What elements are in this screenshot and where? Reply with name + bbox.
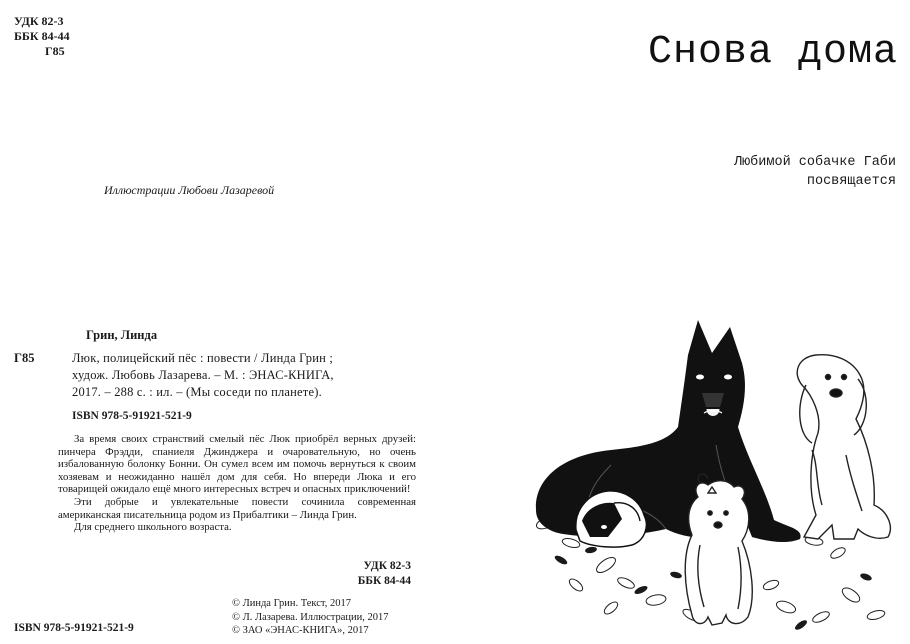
udk-code: УДК 82-3 [363, 560, 411, 572]
copyright-line: © ЗАО «ЭНАС-КНИГА», 2017 [232, 625, 369, 636]
copyright-line: © Линда Грин. Текст, 2017 [232, 598, 351, 609]
classification-codes-top [14, 14, 70, 59]
copyright-line: © Л. Лазарева. Иллюстрации, 2017 [232, 611, 389, 623]
biblio-line: 2017. – 288 с. : ил. – (Мы соседи по планете). [72, 385, 322, 399]
udk-code: УДК 82-3 [14, 14, 64, 28]
copyright-block [232, 597, 389, 638]
age-rating: Для среднего школьного возраста. [74, 521, 232, 534]
bbk-code: ББК 84-44 [357, 575, 411, 587]
author-mark-entry: Г85 [14, 351, 35, 365]
classification-codes-bottom [358, 559, 411, 589]
spaniel-dog [797, 355, 890, 539]
isbn-bottom: ISBN 978-5-91921-521-9 [14, 622, 134, 634]
book-title: Снова дома [647, 30, 898, 75]
isbn: ISBN 978-5-91921-521-9 [72, 410, 192, 422]
annotation-paragraph: Эти добрые и увлекательные повести сочинила современная американская писательница родом из Прибалтики – Линда Грин. [58, 495, 416, 521]
biblio-line: Люк, полицейский пёс : повести / Линда Грин ; [72, 351, 334, 365]
biblio-line: худож. Любовь Лазарева. – М. : ЭНАС-КНИГА, [72, 368, 334, 382]
dedication [734, 153, 896, 191]
annotation [58, 433, 416, 534]
bbk-code: ББК 84-44 [14, 29, 70, 43]
illustrator-credit: Иллюстрации Любови Лазаревой [104, 183, 275, 197]
annotation-paragraph: За время своих странствий смелый пёс Люк приобрёл верных друзей: пинчера Фрэдди, спаниеля Джинджера и очаровательную, но очень избалованную болонку Бонни. Он сумел всем им помочь вернуться к своим хозяевам и неожиданно нашёл дом для себя. Но впереди Люка и его товарищей ожидало ещё много интересных встреч и опасных приключений! [58, 433, 416, 496]
author-name: Грин, Линда [86, 328, 158, 342]
bibliographic-description [72, 350, 447, 401]
dedication-line: посвящается [806, 174, 896, 189]
shepherd-dog [536, 320, 801, 542]
author-mark: Г85 [45, 44, 65, 58]
dogs-illustration [516, 315, 908, 637]
dedication-line: Любимой собачке Габи [733, 155, 896, 170]
